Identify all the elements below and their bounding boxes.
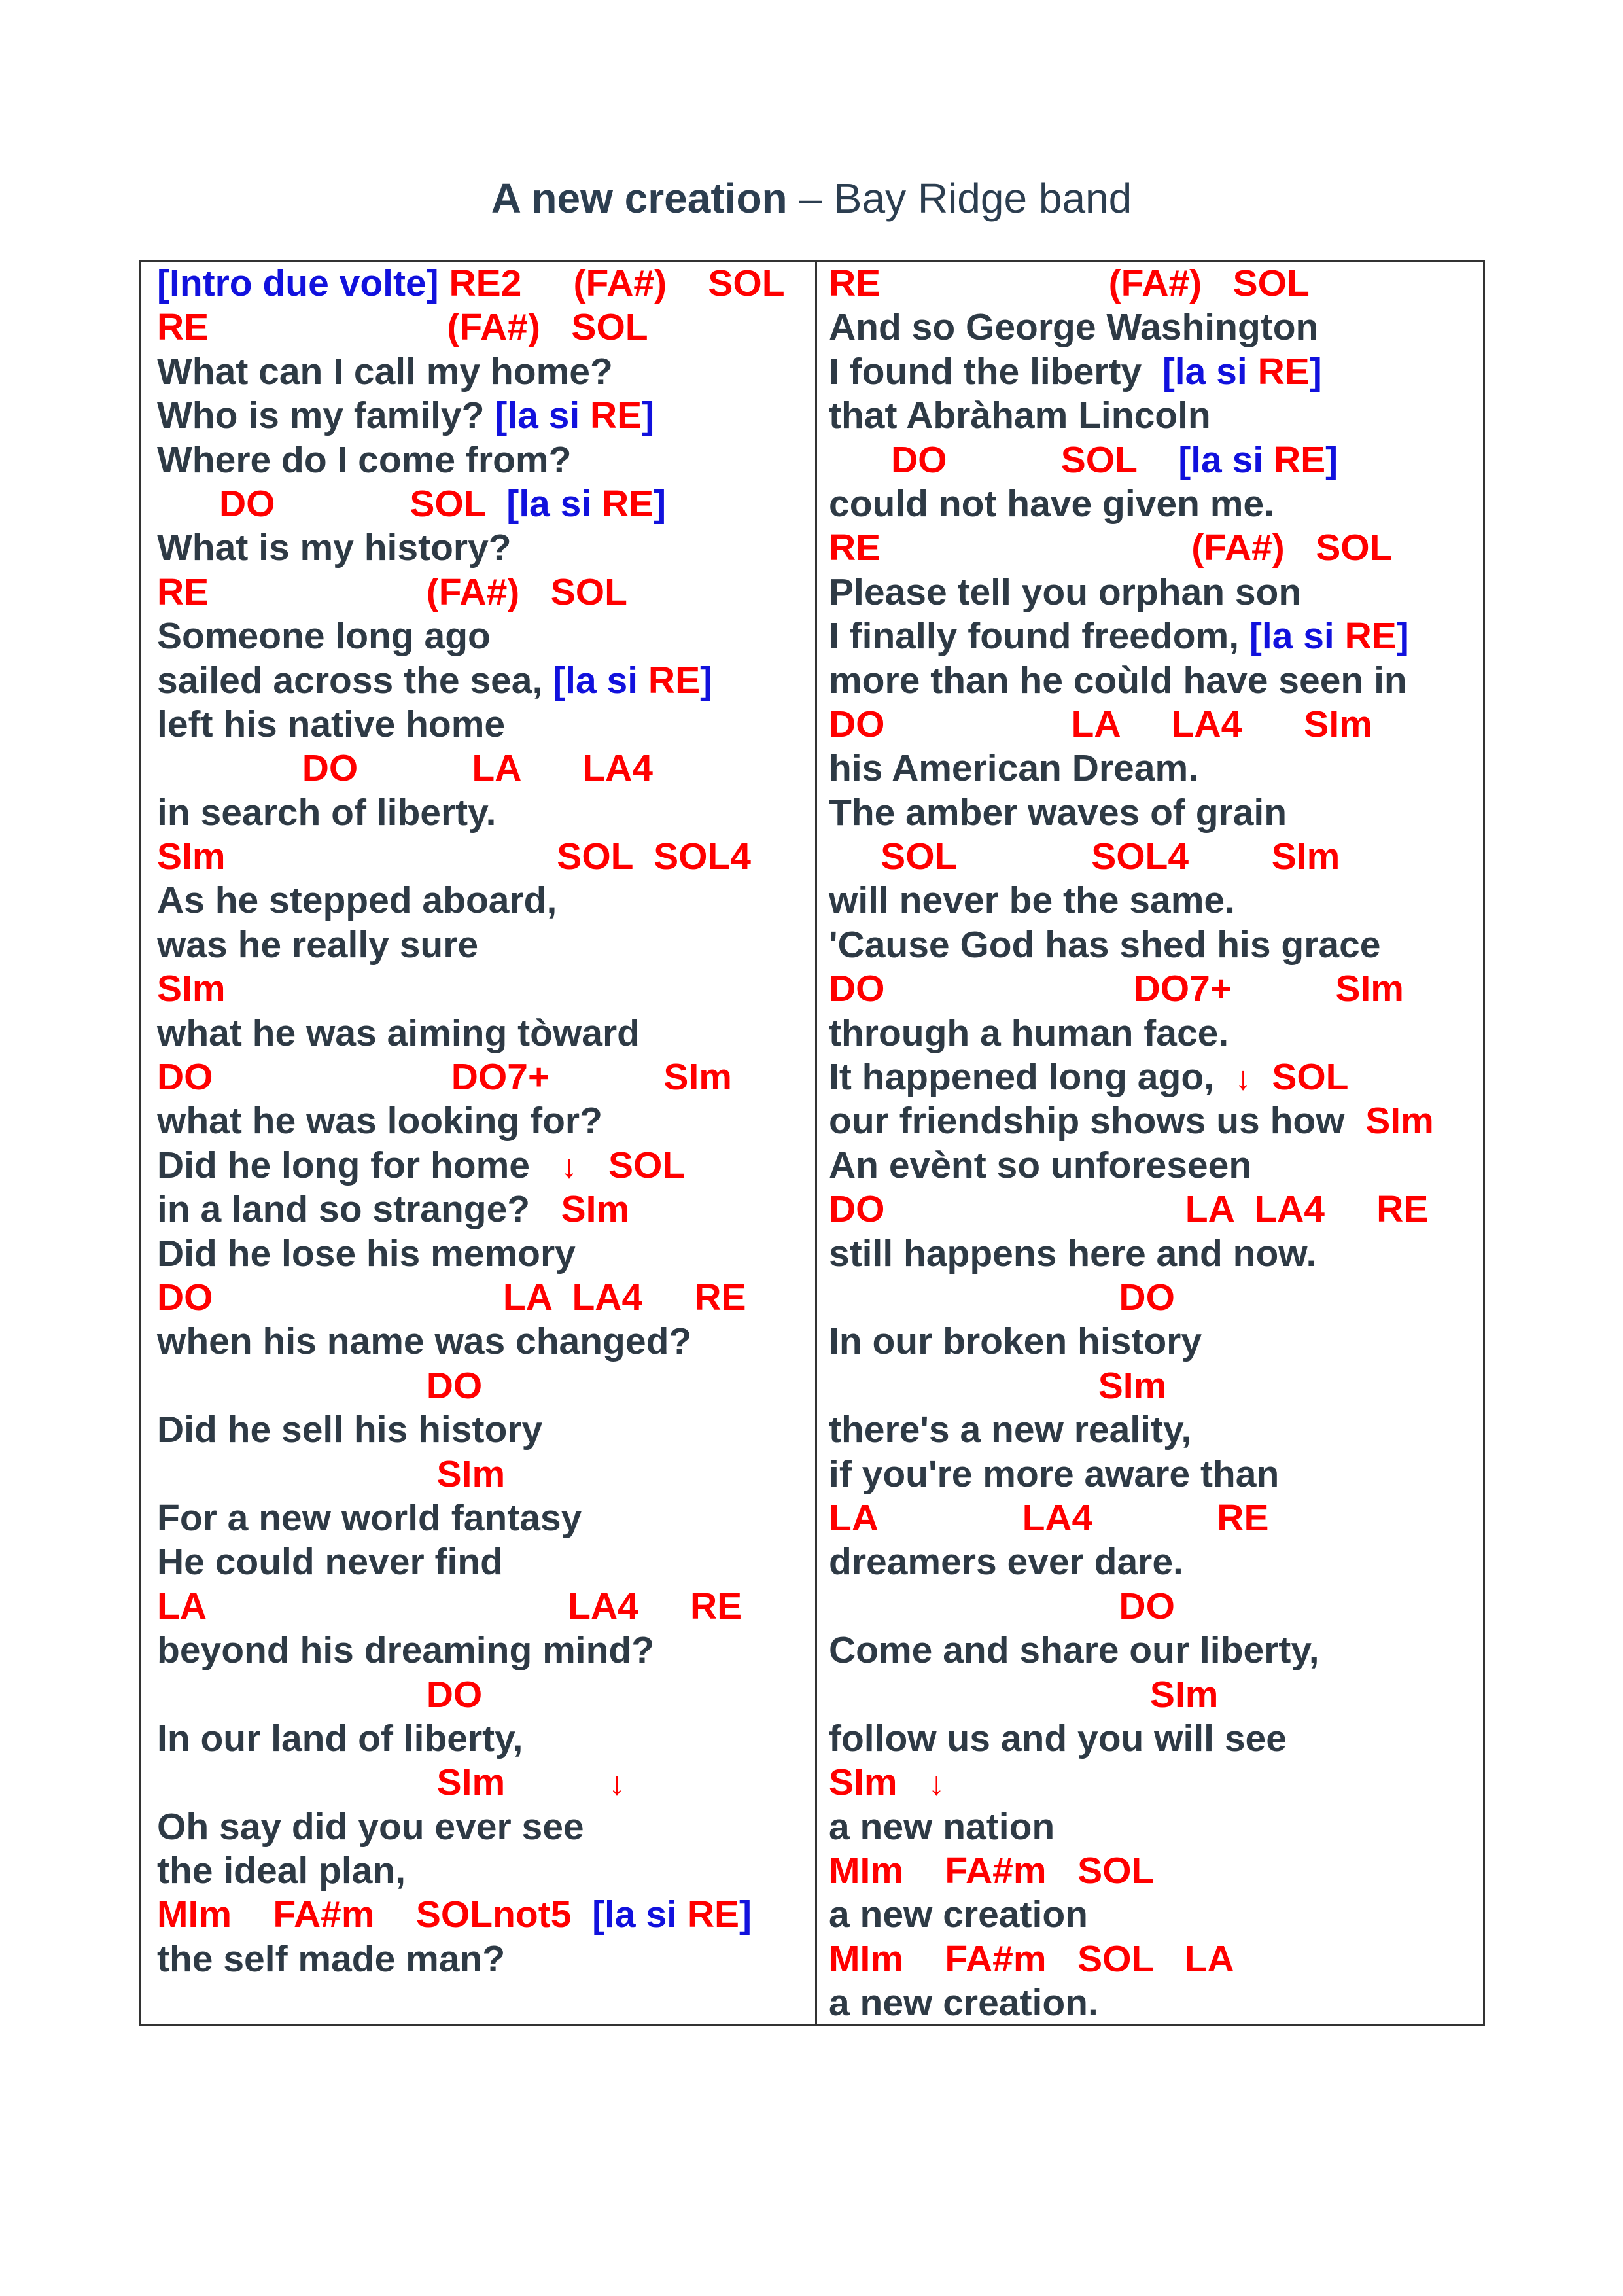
chord-text: DO LA LA4 (157, 747, 653, 790)
lyric-line (157, 1320, 811, 1364)
lyric-line (829, 791, 1483, 835)
chord-text: RE (648, 659, 701, 701)
section-marker: [la si (506, 482, 602, 525)
chord-text: SIm (1365, 1100, 1434, 1142)
chord-line (829, 1364, 1483, 1408)
lyric-text: beyond his dreaming mind? (157, 1629, 655, 1672)
section-marker: [Intro due volte] (157, 262, 439, 304)
chord-line (829, 1761, 1483, 1805)
down-arrow-icon: ↓ (608, 1765, 625, 1803)
chord-line (829, 703, 1483, 747)
down-arrow-icon: ↓ (561, 1148, 578, 1185)
lyric-text: Did he sell his history (157, 1409, 543, 1451)
lyric-text: As he stepped aboard, (157, 879, 557, 922)
chord-line (157, 482, 811, 526)
chord-text: DO (157, 1364, 483, 1407)
lyric-line (829, 1453, 1483, 1496)
lyric-line (829, 571, 1483, 614)
chord-line (157, 262, 811, 306)
chord-line (157, 1364, 811, 1408)
lyric-line (829, 306, 1483, 349)
chord-text: DO (829, 1585, 1175, 1627)
lyric-line (829, 1144, 1483, 1188)
lyric-line (157, 1849, 811, 1893)
lyric-text: dreamers ever dare. (829, 1541, 1183, 1583)
lyric-text: For a new world fantasy (157, 1496, 582, 1539)
left-column (157, 262, 811, 1981)
lyric-text: the self made man? (157, 1937, 506, 1980)
lyric-line (157, 1232, 811, 1276)
lyric-text: in a land so strange? (157, 1188, 561, 1231)
chord-line (157, 1761, 811, 1805)
chord-text: MIm FA#m SOLnot5 (157, 1894, 593, 1936)
lyric-text: in search of liberty. (157, 791, 497, 834)
lyric-text: 'Cause God has shed his grace (829, 923, 1381, 966)
lyric-line (157, 879, 811, 923)
chord-text: DO DO7+ SIm (157, 1056, 732, 1099)
lyric-line (829, 1805, 1483, 1849)
page-title (0, 173, 1623, 224)
lyric-text: when his name was changed? (157, 1320, 692, 1363)
chord-text: DO (157, 1673, 483, 1716)
chord-line (157, 835, 811, 879)
lyric-line (829, 659, 1483, 703)
lyric-text: Where do I come from? (157, 438, 572, 481)
chord-text: LA LA4 RE (157, 1585, 742, 1627)
lyric-line (829, 1893, 1483, 1937)
down-arrow-icon: ↓ (1234, 1060, 1251, 1097)
chord-line (829, 526, 1483, 570)
lyric-text: Did he lose his memory (157, 1232, 576, 1275)
lyric-text: more than he coùld have seen in (829, 659, 1407, 701)
lyric-text: I found the liberty (829, 350, 1162, 393)
lyric-line (157, 438, 811, 482)
chord-text: RE (1257, 350, 1310, 393)
section-marker: ] (1309, 350, 1322, 393)
lyric-text: was he really sure (157, 923, 479, 966)
lyric-text: What is my history? (157, 527, 512, 569)
lyric-text: I finally found freedom, (829, 615, 1249, 658)
section-marker: ] (1396, 615, 1409, 658)
chord-text: SOL SOL4 SIm (829, 836, 1340, 878)
lyric-text: Please tell you orphan son (829, 571, 1302, 613)
chord-text: RE (FA#) SOL (829, 527, 1393, 569)
chord-text: SIm (829, 1364, 1167, 1407)
lyric-text: It happened long ago, (829, 1056, 1235, 1099)
lyric-text: And so George Washington (829, 306, 1319, 349)
lyric-line (829, 1981, 1483, 2025)
chord-line (157, 306, 811, 349)
chord-text: SIm (157, 1453, 506, 1495)
chord-line (157, 571, 811, 614)
lyric-text: left his native home (157, 703, 506, 745)
lyric-line (157, 659, 811, 703)
chord-line (157, 1893, 811, 1937)
lyric-line (157, 1629, 811, 1672)
lyric-line (157, 1717, 811, 1761)
lyric-line (829, 747, 1483, 790)
chord-text: RE (FA#) SOL (157, 306, 648, 349)
lyric-line (157, 1012, 811, 1055)
song-title: A new creation (491, 175, 788, 222)
lyric-line (829, 614, 1483, 658)
lyric-line (157, 791, 811, 835)
lyric-line (829, 1629, 1483, 1672)
lyric-text: Who is my family? (157, 395, 495, 437)
lyric-line (829, 923, 1483, 967)
lyric-text: a new creation. (829, 1982, 1098, 2024)
lyric-line (157, 1408, 811, 1452)
chord-line (157, 1453, 811, 1496)
chord-line (157, 747, 811, 790)
lyric-text: Oh say did you ever see (157, 1805, 584, 1848)
section-marker: [la si (553, 659, 648, 701)
chord-line (829, 1585, 1483, 1629)
chord-line (829, 1849, 1483, 1893)
lyric-line (157, 1188, 811, 1231)
lyric-text: The amber waves of grain (829, 791, 1287, 834)
chord-text: DO LA LA4 SIm (829, 703, 1372, 745)
title-separator: – (787, 175, 834, 222)
lyric-text: Someone long ago (157, 615, 491, 658)
chord-line (157, 1673, 811, 1717)
lyric-text: In our broken history (829, 1320, 1202, 1363)
lyric-text: will never be the same. (829, 879, 1235, 922)
section-marker: ] (700, 659, 713, 701)
chord-text: RE2 (FA#) SOL (438, 262, 785, 304)
section-marker: [la si (1162, 350, 1258, 393)
lyric-line (829, 394, 1483, 438)
lyric-text: that Abràham Lincoln (829, 395, 1211, 437)
lyric-text: In our land of liberty, (157, 1717, 523, 1759)
column-divider (815, 262, 817, 2024)
lyric-line (829, 350, 1483, 394)
lyric-line (829, 1540, 1483, 1584)
lyric-text: What can I call my home? (157, 350, 613, 393)
chord-text: RE (FA#) SOL (157, 571, 627, 613)
lyric-line (157, 394, 811, 438)
chord-text: SIm (829, 1673, 1219, 1716)
lyric-text: follow us and you will see (829, 1717, 1287, 1759)
chord-text: RE (590, 395, 642, 437)
lyric-line (829, 1408, 1483, 1452)
chord-text: SOL (577, 1144, 686, 1186)
section-marker: ] (642, 395, 655, 437)
chord-text: DO SOL (829, 438, 1179, 481)
lyric-text: still happens here and now. (829, 1232, 1317, 1275)
chord-line (829, 835, 1483, 879)
chord-text: RE (1344, 615, 1397, 658)
lyric-line (157, 1144, 811, 1188)
lyric-line (829, 1320, 1483, 1364)
chord-text: DO SOL (157, 482, 507, 525)
chord-line (157, 1276, 811, 1320)
chord-text: RE (687, 1894, 739, 1936)
chord-text: SOL (1251, 1056, 1349, 1099)
lyric-text: a new creation (829, 1894, 1088, 1936)
lyric-text: sailed across the sea, (157, 659, 553, 701)
chord-text: RE (1273, 438, 1326, 481)
lyric-line (157, 1099, 811, 1143)
chord-line (157, 1055, 811, 1099)
chord-text: DO (829, 1276, 1175, 1318)
section-marker: [la si (1178, 438, 1274, 481)
down-arrow-icon: ↓ (928, 1765, 945, 1803)
lyric-line (829, 1012, 1483, 1055)
lyric-line (157, 614, 811, 658)
chord-text: MIm FA#m SOL LA (829, 1937, 1234, 1980)
lyric-line (829, 1099, 1483, 1143)
lyric-line (157, 923, 811, 967)
lyric-text: there's a new reality, (829, 1409, 1192, 1451)
lyric-line (829, 879, 1483, 923)
lyric-text: could not have given me. (829, 482, 1274, 525)
section-marker: [la si (592, 1894, 688, 1936)
lyric-line (829, 482, 1483, 526)
lyric-text: through a human face. (829, 1012, 1229, 1054)
chord-text: DO LA LA4 RE (157, 1276, 746, 1318)
chord-line (829, 1937, 1483, 1981)
chord-text: DO DO7+ SIm (829, 968, 1404, 1010)
section-marker: ] (654, 482, 667, 525)
chord-text: DO LA LA4 RE (829, 1188, 1429, 1231)
chord-text: RE (FA#) SOL (829, 262, 1310, 304)
lyric-text: Come and share our liberty, (829, 1629, 1319, 1672)
lyric-text: what he was aiming tòward (157, 1012, 640, 1054)
lyric-line (157, 1496, 811, 1540)
lyric-line (157, 526, 811, 570)
chord-line (157, 967, 811, 1011)
lyric-text: Did he long for home (157, 1144, 561, 1186)
lyric-line (157, 1540, 811, 1584)
artist-name: Bay Ridge band (833, 175, 1132, 222)
lyric-line (157, 350, 811, 394)
section-marker: [la si (1249, 615, 1345, 658)
lyric-line (829, 1055, 1483, 1099)
chord-line (829, 1188, 1483, 1231)
chord-text: MIm FA#m SOL (829, 1850, 1155, 1892)
chord-line (829, 967, 1483, 1011)
chord-text: SIm (157, 1761, 609, 1804)
chord-line (829, 1496, 1483, 1540)
chord-line (829, 1276, 1483, 1320)
chord-text: SIm (829, 1761, 929, 1804)
chord-line (829, 262, 1483, 306)
chord-text: RE (601, 482, 654, 525)
lyric-text: if you're more aware than (829, 1453, 1280, 1495)
lyric-text: his American Dream. (829, 747, 1198, 790)
section-marker: ] (739, 1894, 752, 1936)
lyrics-table (139, 260, 1485, 2026)
chord-text: SIm (157, 968, 226, 1010)
lyric-text: An evènt so unforeseen (829, 1144, 1252, 1186)
chord-text: LA LA4 RE (829, 1496, 1269, 1539)
lyric-line (829, 1717, 1483, 1761)
right-column (829, 262, 1483, 2026)
chord-line (157, 1585, 811, 1629)
chord-text: SIm SOL SOL4 (157, 836, 751, 878)
lyric-line (829, 1232, 1483, 1276)
section-marker: ] (1325, 438, 1338, 481)
lyric-line (157, 1805, 811, 1849)
lyric-line (157, 703, 811, 747)
chord-line (829, 1673, 1483, 1717)
chord-line (829, 438, 1483, 482)
lyric-text: our friendship shows us how (829, 1100, 1366, 1142)
section-marker: [la si (495, 395, 590, 437)
chord-text: SIm (561, 1188, 630, 1231)
lyric-line (157, 1937, 811, 1981)
lyric-text: what he was looking for? (157, 1100, 602, 1142)
lyric-text: He could never find (157, 1541, 503, 1583)
lyric-text: the ideal plan, (157, 1850, 406, 1892)
lyric-text: a new nation (829, 1805, 1055, 1848)
